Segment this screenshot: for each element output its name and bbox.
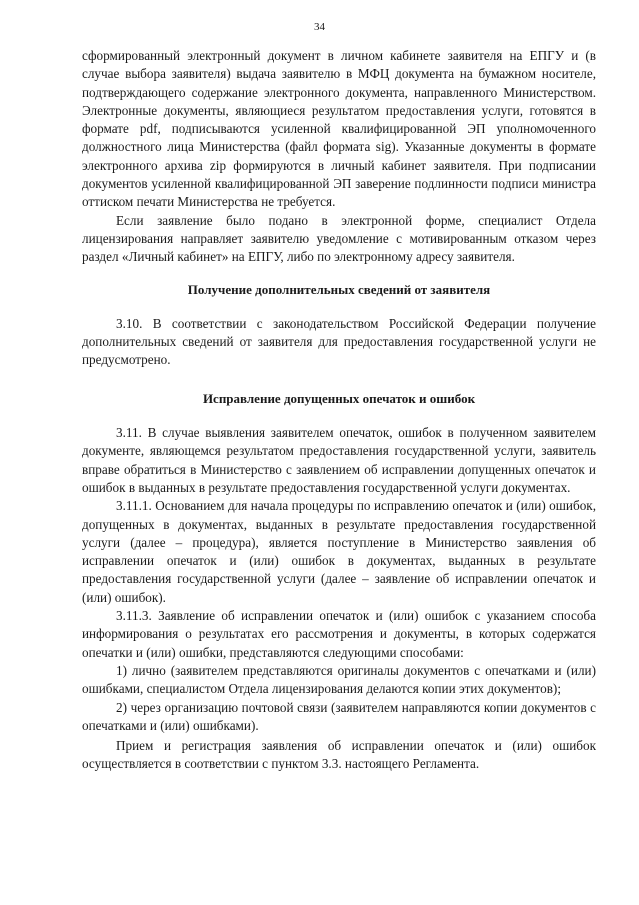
paragraph: сформированный электронный документ в личном кабинете заявителя на ЕПГУ и (в случае выбора заявителя) выдача заявителю в МФЦ документа на бумажном носителе, подтверждающего содержание электронного документа, направленного Министерством. Электронные документы, являющиеся результатом предоставления услуги, готовятся в формате pdf, подписываются усиленной квалифицированной ЭП уполномоченного должностного лица Министерства (файл формата sig). Указанные документы в формате электронного архива zip формируются в личный кабинет заявителя. При подписании документов усиленной квалифицированной ЭП заверение подлинности подписи министра оттиском печати Министерства не требуется.	[82, 48, 596, 210]
paragraph: Прием и регистрация заявления об исправлении опечаток и (или) ошибок осуществляется в соответствии с пунктом 3.3. настоящего Регламента.	[82, 738, 596, 772]
paragraph: 3.11.1. Основанием для начала процедуры по исправлению опечаток и (или) ошибок, допущенных в документах, выданных в результате предоставления государственной услуги (далее – процедура), является поступление в Министерство заявления об исправлении опечаток и (или) ошибок в документах, выданных в результате предоставления государственной услуги (далее – заявление об исправлении опечаток и (или) ошибок).	[82, 498, 596, 605]
document-body	[82, 47, 596, 774]
paragraph: 3.11. В случае выявления заявителем опечаток, ошибок в полученном заявителем документе, являющемся результатом предоставления государственной услуги, заявитель вправе обратиться в Министерство с заявлением об исправлении допущенных опечаток и ошибок в выданных в результате предоставления государственной услуги документах.	[82, 425, 596, 495]
section-heading: Исправление допущенных опечаток и ошибок	[202, 390, 476, 406]
list-item: 1) лично (заявителем представляются оригиналы документов с опечатками и (или) ошибками, специалистом Отдела лицензирования делаются копии этих документов);	[82, 662, 596, 697]
paragraph: Если заявление было подано в электронной форме, специалист Отдела лицензирования направляет заявителю уведомление с мотивированным отказом через раздел «Личный кабинет» на ЕПГУ, либо по электронному адресу заявителя.	[82, 212, 596, 265]
section-heading: Получение дополнительных сведений от заявителя	[187, 281, 491, 297]
paragraph: 3.11.3. Заявление об исправлении опечаток и (или) ошибок с указанием способа информирования о результатах его рассмотрения и документы, в которых содержатся опечатки и (или) ошибки, представляются следующими способами:	[82, 608, 596, 660]
page-number: 34	[314, 21, 325, 33]
list-item: 2) через организацию почтовой связи (заявителем направляются копии документов с опечатками и (или) ошибками).	[82, 699, 596, 733]
paragraph: 3.10. В соответствии с законодательством Российской Федерации получение дополнительных сведений от заявителя для предоставления государственной услуги не предусмотрено.	[82, 315, 596, 368]
